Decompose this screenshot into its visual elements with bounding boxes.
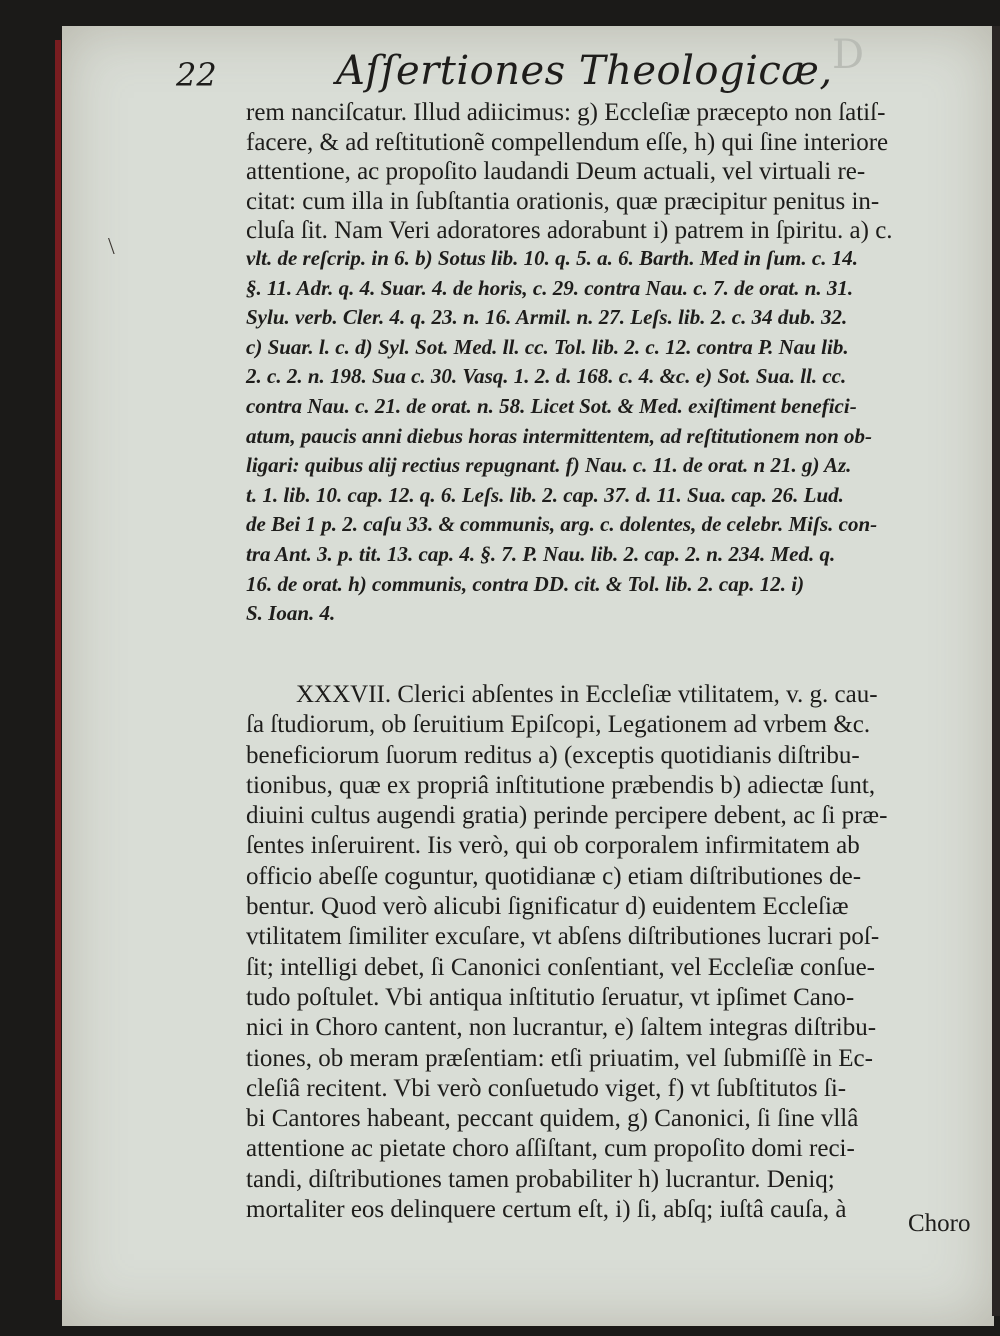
- text-line: bi Cantores habeant, peccant quidem, g) Canonici, ſi ſine vllâ: [246, 1105, 859, 1133]
- text-line: tiones, ob meram præſentiam: etſi priuatim, vel ſubmiſſè in Ec-: [246, 1044, 873, 1072]
- note-line: atum, paucis anni diebus horas intermittentem, ad reſtitutionem non ob-: [246, 423, 873, 448]
- text-line: cluſa ſit. Nam Veri adoratores adorabunt i) patrem in ſpiritu. a) c.: [246, 217, 893, 244]
- text-line: ſit; intelligi debet, ſi Canonici conſentiant, vel Eccleſiæ conſue-: [246, 953, 875, 981]
- text-line: attentione, ac propoſito laudandi Deum actuali, vel virtuali re-: [246, 158, 866, 185]
- page-number: 22: [176, 56, 217, 94]
- binding-shadow: [992, 26, 1000, 1316]
- text-line: nici in Choro cantent, non lucrantur, e) ſaltem integras diſtribu-: [246, 1014, 877, 1042]
- catchword: Choro: [908, 1210, 971, 1237]
- text-line: facere, & ad reſtitutionẽ compellendum eſſe, h) qui ſine interiore: [246, 128, 889, 156]
- text-line: rem nanciſcatur. Illud adiicimus: g) Eccleſiæ præcepto non ſatiſ-: [246, 99, 886, 126]
- text-line: cleſiâ recitent. Vbi verò conſuetudo viget, f) vt ſubſtitutos ſi-: [246, 1074, 847, 1102]
- note-line: tra Ant. 3. p. tit. 13. cap. 4. §. 7. P. Nau. lib. 2. cap. 2. n. 234. Med. q.: [246, 541, 836, 566]
- text-line: ſentes inſeruirent. Iis verò, qui ob corporalem infirmitatem ab: [246, 832, 860, 860]
- text-line: tionibus, quæ ex propriâ inſtitutione præbendis b) adiectæ ſunt,: [246, 771, 876, 799]
- text-line: attentione ac pietate choro aſſiſtant, cum propoſito domi reci-: [246, 1135, 855, 1163]
- paragraph-continued: [246, 98, 966, 246]
- note-line: Sylu. verb. Cler. 4. q. 23. n. 16. Armil. n. 27. Leſs. lib. 2. c. 34 dub. 32.: [246, 305, 848, 330]
- text-line: XXXVII. Clerici abſentes in Eccleſiæ vtilitatem, v. g. cau-: [296, 681, 878, 708]
- note-line: contra Nau. c. 21. de orat. n. 58. Licet Sot. & Med. exiſtiment benefici-: [246, 393, 857, 418]
- text-line: tandi, diſtributiones tamen probabiliter h) lucrantur. Deniq;: [246, 1165, 835, 1193]
- note-line: S. Ioan. 4.: [246, 601, 336, 626]
- margin-mark: \: [108, 234, 115, 260]
- note-line: vlt. de reſcrip. in 6. b) Sotus lib. 10. q. 5. a. 6. Barth. Med in ſum. c. 14.: [246, 246, 858, 270]
- note-line: c) Suar. l. c. d) Syl. Sot. Med. ll. cc. Tol. lib. 2. c. 12. contra P. Nau lib.: [246, 334, 849, 359]
- note-line: §. 11. Adr. q. 4. Suar. 4. de horis, c. 29. contra Nau. c. 7. de orat. n. 31.: [246, 275, 854, 300]
- note-line: 2. c. 2. n. 198. Sua c. 30. Vasq. 1. 2. d. 168. c. 4. &c. e) Sot. Sua. ll. cc.: [246, 364, 847, 389]
- footnote-references: [246, 244, 966, 629]
- show-through-mark: D: [832, 32, 865, 78]
- note-line: t. 1. lib. 10. cap. 12. q. 6. Leſs. lib. 2. cap. 37. d. 11. Sua. cap. 26. Lud.: [246, 482, 844, 507]
- note-line: ligari: quibus alij rectius repugnant. f) Nau. c. 11. de orat. n 21. g) Az.: [246, 453, 852, 478]
- running-head: Aſſertiones Theologicæ,: [336, 48, 833, 94]
- red-page-edge: [55, 40, 61, 1300]
- text-line: mortaliter eos delinquere certum eſt, i) ſi, abſq; iuſtâ cauſa, à: [246, 1196, 847, 1224]
- assertion-xxxvii: [246, 680, 966, 1225]
- text-line: diuini cultus augendi gratia) perinde percipere debent, ac ſi præ-: [246, 802, 888, 830]
- text-line: ſa ſtudiorum, ob ſeruitium Epiſcopi, Legationem ad vrbem &c.: [246, 711, 871, 739]
- note-line: de Bei 1 p. 2. caſu 33. & communis, arg. c. dolentes, de celebr. Miſs. con-: [246, 512, 878, 537]
- text-line: citat: cum illa in ſubſtantia orationis, quæ præcipitur penitus in-: [246, 187, 880, 215]
- text-line: officio abeſſe coguntur, quotidianæ c) etiam diſtributiones de-: [246, 862, 862, 890]
- note-line: 16. de orat. h) communis, contra DD. cit. & Tol. lib. 2. cap. 12. i): [246, 571, 805, 596]
- text-line: vtilitatem ſimiliter excuſare, vt abſens diſtributiones lucrari poſ-: [246, 923, 880, 951]
- text-line: beneficiorum ſuorum reditus a) (exceptis quotidianis diſtribu-: [246, 741, 860, 769]
- text-line: tudo poſtulet. Vbi antiqua inſtitutio ſeruatur, vt ipſimet Cano-: [246, 983, 855, 1011]
- text-line: bentur. Quod verò alicubi ſignificatur d) euidentem Eccleſiæ: [246, 893, 849, 921]
